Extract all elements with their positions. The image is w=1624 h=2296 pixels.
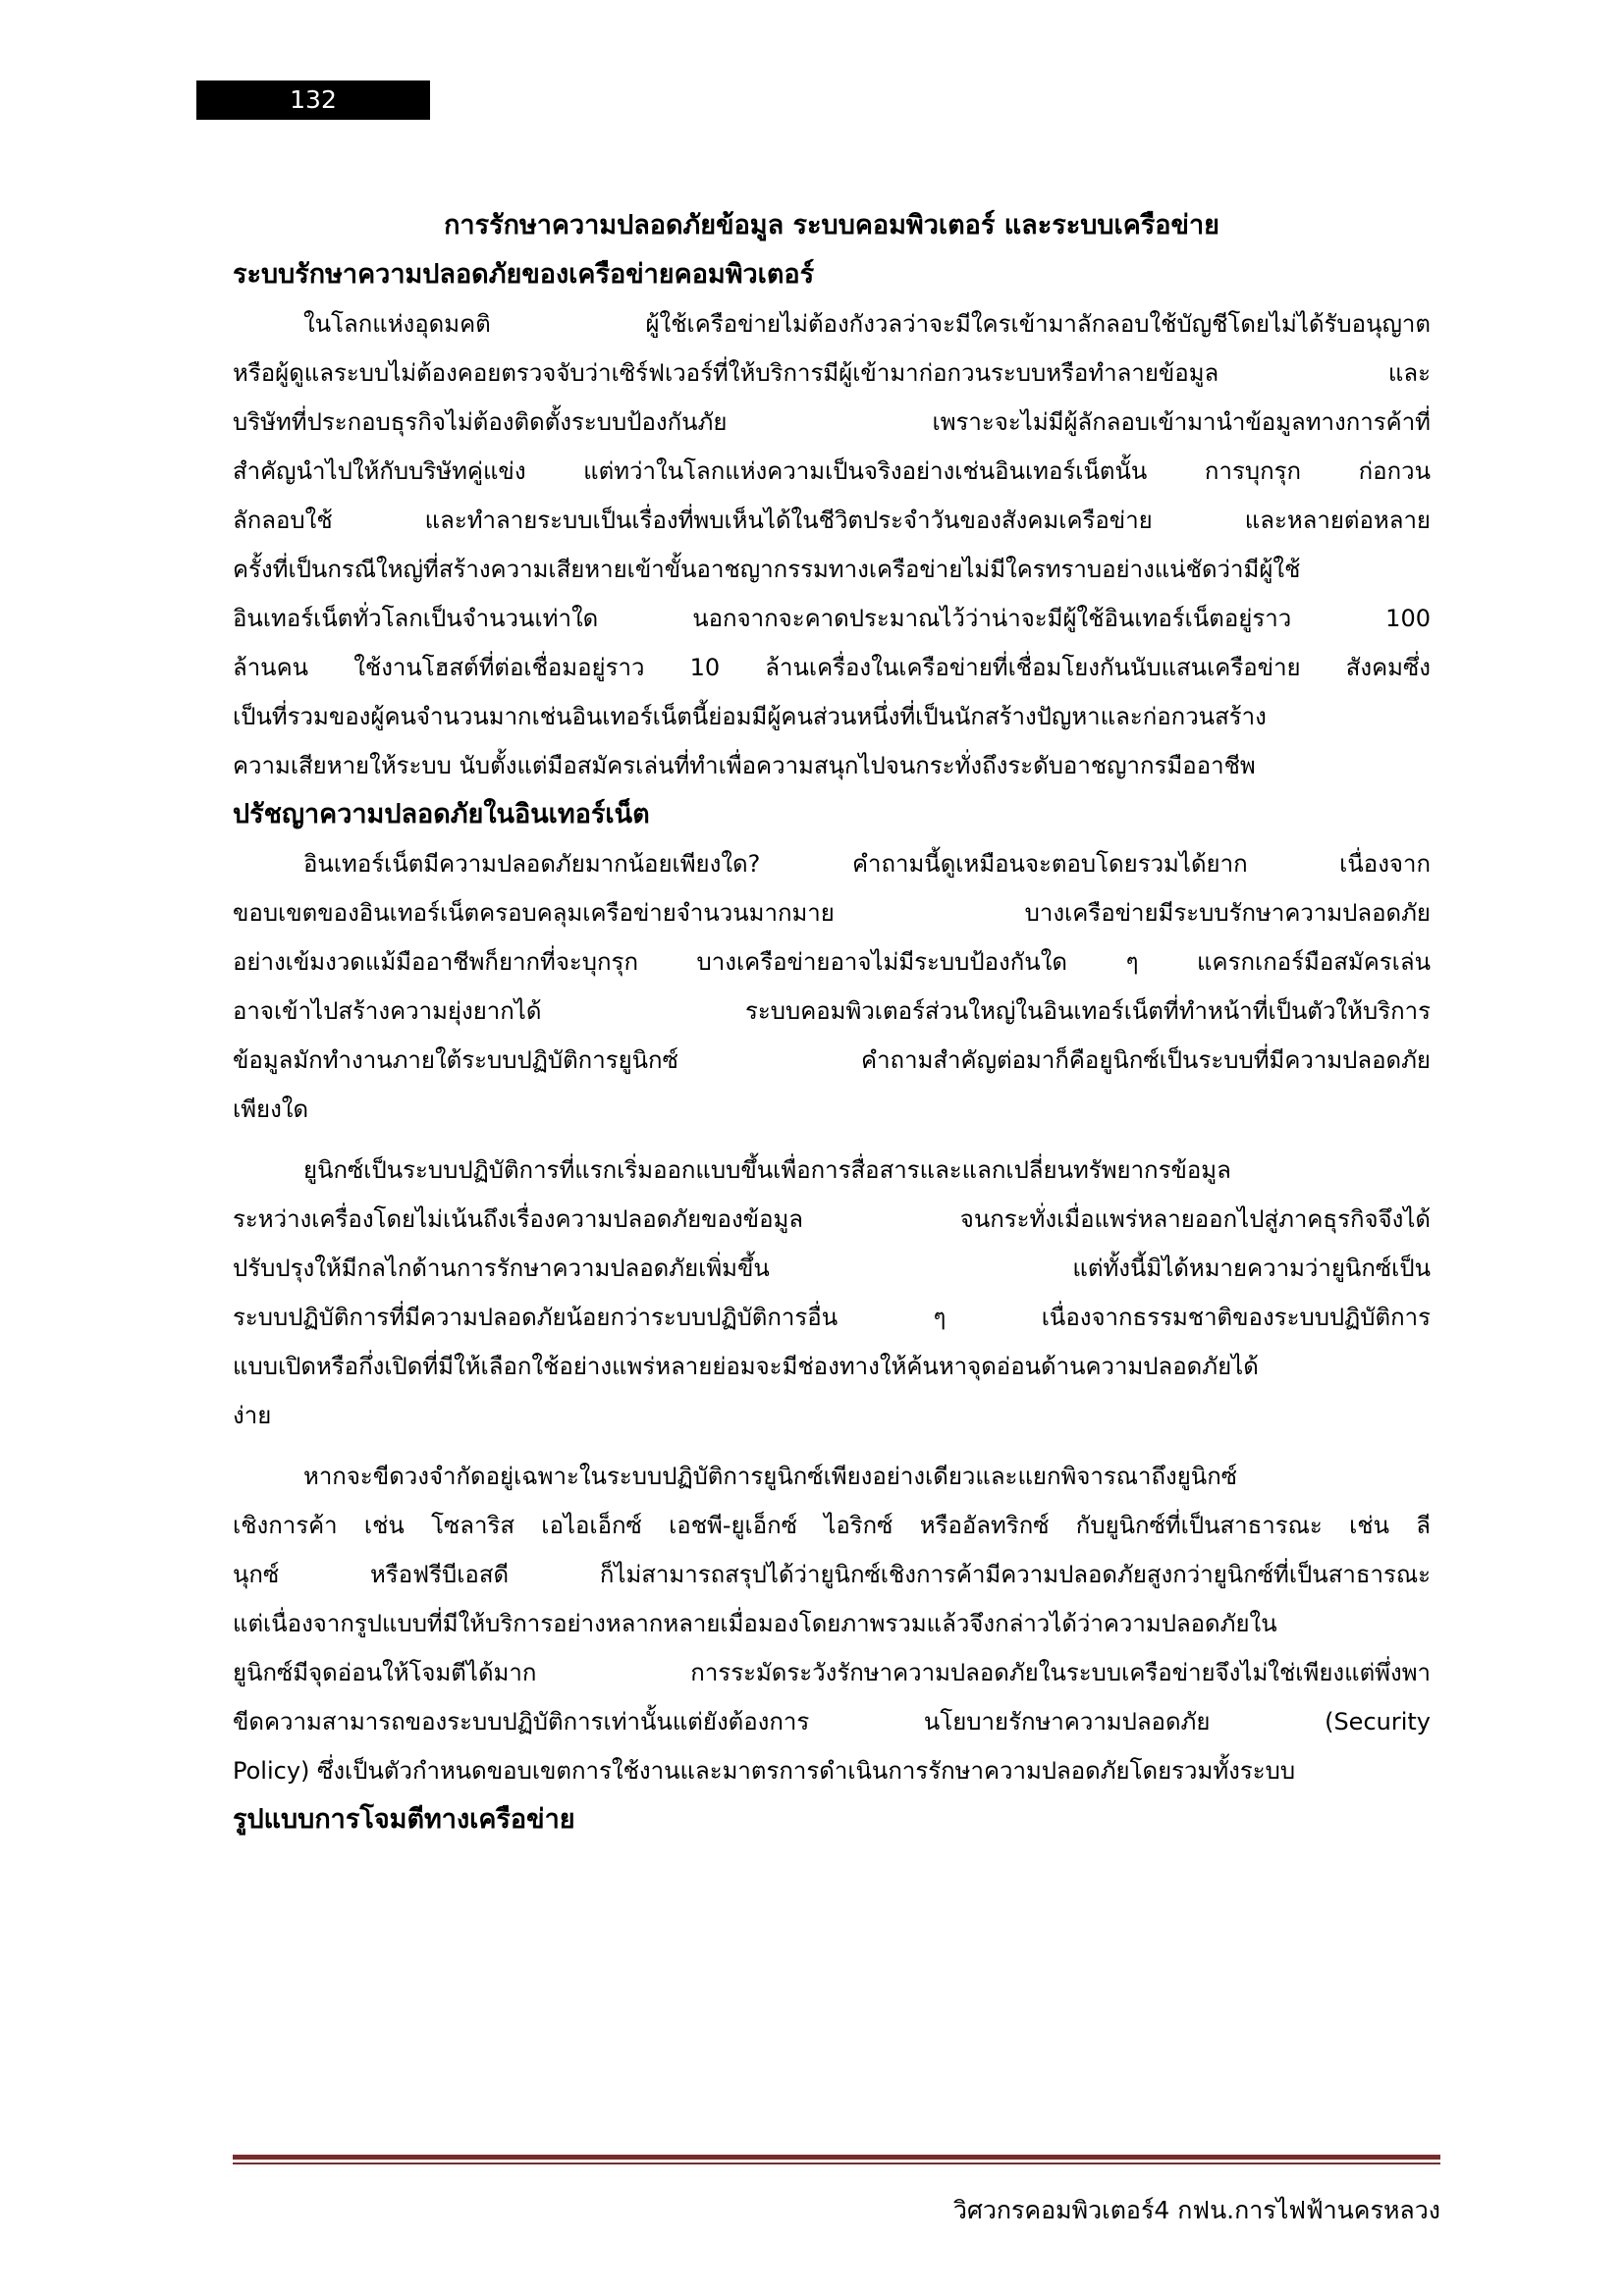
section-heading: รูปแบบการโจมตีทางเครือข่าย (233, 1804, 575, 1835)
text-line: ครั้งที่เป็นกรณีใหญ่ที่สร้างความเสียหายเข้าขั้นอาชญากรรมทางเครือข่ายไม่มีใครทราบอย่างแน่ชัดว่ามีผู้ใช้ (233, 556, 1301, 583)
section-heading: ระบบรักษาความปลอดภัยของเครือข่ายคอมพิวเตอร์ (233, 259, 815, 290)
text-line: เชิงการค้า เช่น โซลาริส เอไอเอ็กซ์ เอชพี-ยูเอ็กซ์ ไอริกซ์ หรืออัลทริกซ์ กับยูนิกซ์ที่เป็นสาธารณะ เช่น ลี (233, 1512, 1431, 1539)
text-line: แต่เนื่องจากรูปแบบที่มีให้บริการอย่างหลากหลายเมื่อมองโดยภาพรวมแล้วจึงกล่าวได้ว่าความปลอดภัยใน (233, 1610, 1277, 1637)
text-line: หรือผู้ดูแลระบบไม่ต้องคอยตรวจจับว่าเซิร์ฟเวอร์ที่ให้บริการมีผู้เข้ามาก่อกวนระบบหรือทำลายข้อมูล และ (233, 359, 1431, 387)
text-line: อินเทอร์เน็ตมีความปลอดภัยมากน้อยเพียงใด? คำถามนี้ดูเหมือนจะตอบโดยรวมได้ยาก เนื่องจาก (303, 850, 1431, 878)
text-line: ปรับปรุงให้มีกลไกด้านการรักษาความปลอดภัยเพิ่มขึ้น แต่ทั้งนี้มิได้หมายความว่ายูนิกซ์เป็น (233, 1255, 1431, 1282)
page-footer: วิศวกรคอมพิวเตอร์4 กฟน.การไฟฟ้านครหลวง (952, 2196, 1440, 2224)
paragraph (233, 1452, 1431, 1795)
text-line: ความเสียหายให้ระบบ นับตั้งแต่มือสมัครเล่นที่ทำเพื่อความสนุกไปจนกระทั่งถึงระดับอาชญากรมืออาชีพ (233, 752, 1256, 779)
text-line: เป็นที่รวมของผู้คนจำนวนมากเช่นอินเทอร์เน็ตนี้ย่อมมีผู้คนส่วนหนึ่งที่เป็นนักสร้างปัญหาและก่อกวนสร้าง (233, 703, 1267, 730)
document-title: การรักษาความปลอดภัยข้อมูล ระบบคอมพิวเตอร์ และระบบเครือข่าย (444, 210, 1219, 240)
footer-rule-thin (233, 2163, 1440, 2164)
footer-rule (233, 2155, 1440, 2160)
text-line: ล้านคน ใช้งานโฮสต์ที่ต่อเชื่อมอยู่ราว 10 ล้านเครื่องในเครือข่ายที่เชื่อมโยงกันนับแสนเครือข่าย สังคมซึ่ง (233, 654, 1431, 681)
text-line: ข้อมูลมักทำงานภายใต้ระบบปฏิบัติการยูนิกซ์ คำถามสำคัญต่อมาก็คือยูนิกซ์เป็นระบบที่มีความปลอดภัย (233, 1046, 1431, 1074)
text-line: ยูนิกซ์มีจุดอ่อนให้โจมตีได้มาก การระมัดระวังรักษาความปลอดภัยในระบบเครือข่ายจึงไม่ใช่เพียงแต่พึ่งพา (233, 1659, 1431, 1686)
text-line: อินเทอร์เน็ตทั่วโลกเป็นจำนวนเท่าใด นอกจากจะคาดประมาณไว้ว่าน่าจะมีผู้ใช้อินเทอร์เน็ตอยู่ราว 100 (233, 605, 1431, 632)
text-line: สำคัญนำไปให้กับบริษัทคู่แข่ง แต่ทว่าในโลกแห่งความเป็นจริงอย่างเช่นอินเทอร์เน็ตนั้น การบุกรุก ก่อกวน (233, 457, 1431, 485)
section-heading: ปรัชญาความปลอดภัยในอินเทอร์เน็ต (233, 799, 650, 829)
page-number: 132 (196, 80, 430, 120)
paragraph (233, 299, 1431, 790)
text-line: ระหว่างเครื่องโดยไม่เน้นถึงเรื่องความปลอดภัยของข้อมูล จนกระทั่งเมื่อแพร่หลายออกไปสู่ภาคธุรกิจจึงได้ (233, 1205, 1431, 1233)
text-line: ยูนิกซ์เป็นระบบปฏิบัติการที่แรกเริ่มออกแบบขึ้นเพื่อการสื่อสารและแลกเปลี่ยนทรัพยากรข้อมูล (303, 1156, 1231, 1184)
paragraph (233, 839, 1431, 1134)
document-body (233, 201, 1431, 1844)
paragraph-spacer (233, 1134, 1431, 1146)
text-line: ง่าย (233, 1402, 272, 1429)
paragraph-spacer (233, 1440, 1431, 1452)
text-line: ขีดความสามารถของระบบปฏิบัติการเท่านั้นแต่ยังต้องการ นโยบายรักษาความปลอดภัย (Security (233, 1708, 1431, 1735)
text-line: แบบเปิดหรือกึ่งเปิดที่มีให้เลือกใช้อย่างแพร่หลายย่อมจะมีช่องทางให้ค้นหาจุดอ่อนด้านความปลอดภัยได้ (233, 1353, 1259, 1380)
text-line: นุกซ์ หรือฟรีบีเอสดี ก็ไม่สามารถสรุปได้ว่ายูนิกซ์เชิงการค้ามีความปลอดภัยสูงกว่ายูนิกซ์ที่เป็นสาธารณะ (233, 1561, 1431, 1588)
text-line: ในโลกแห่งอุดมคติ ผู้ใช้เครือข่ายไม่ต้องกังวลว่าจะมีใครเข้ามาลักลอบใช้บัญชีโดยไม่ได้รับอนุญาต (303, 310, 1431, 338)
text-line: บริษัทที่ประกอบธุรกิจไม่ต้องติดตั้งระบบป้องกันภัย เพราะจะไม่มีผู้ลักลอบเข้ามานำข้อมูลทางการค้าที่ (233, 408, 1431, 436)
text-line: เพียงใด (233, 1095, 309, 1123)
text-line: Policy) ซึ่งเป็นตัวกำหนดขอบเขตการใช้งานและมาตรการดำเนินการรักษาความปลอดภัยโดยรวมทั้งระบบ (233, 1757, 1296, 1785)
text-line: ลักลอบใช้ และทำลายระบบเป็นเรื่องที่พบเห็นได้ในชีวิตประจำวันของสังคมเครือข่าย และหลายต่อหลาย (233, 507, 1431, 534)
text-line: ขอบเขตของอินเทอร์เน็ตครอบคลุมเครือข่ายจำนวนมากมาย บางเครือข่ายมีระบบรักษาความปลอดภัย (233, 899, 1431, 927)
paragraph (233, 1146, 1431, 1440)
text-line: หากจะขีดวงจำกัดอยู่เฉพาะในระบบปฏิบัติการยูนิกซ์เพียงอย่างเดียวและแยกพิจารณาถึงยูนิกซ์ (303, 1463, 1238, 1490)
text-line: ระบบปฏิบัติการที่มีความปลอดภัยน้อยกว่าระบบปฏิบัติการอื่น ๆ เนื่องจากธรรมชาติของระบบปฏิบัติการ (233, 1304, 1431, 1331)
text-line: อย่างเข้มงวดแม้มืออาชีพก็ยากที่จะบุกรุก บางเครือข่ายอาจไม่มีระบบป้องกันใด ๆ แครกเกอร์มือสมัครเล่น (233, 948, 1431, 976)
text-line: อาจเข้าไปสร้างความยุ่งยากได้ ระบบคอมพิวเตอร์ส่วนใหญ่ในอินเทอร์เน็ตที่ทำหน้าที่เป็นตัวให้บริการ (233, 997, 1431, 1025)
